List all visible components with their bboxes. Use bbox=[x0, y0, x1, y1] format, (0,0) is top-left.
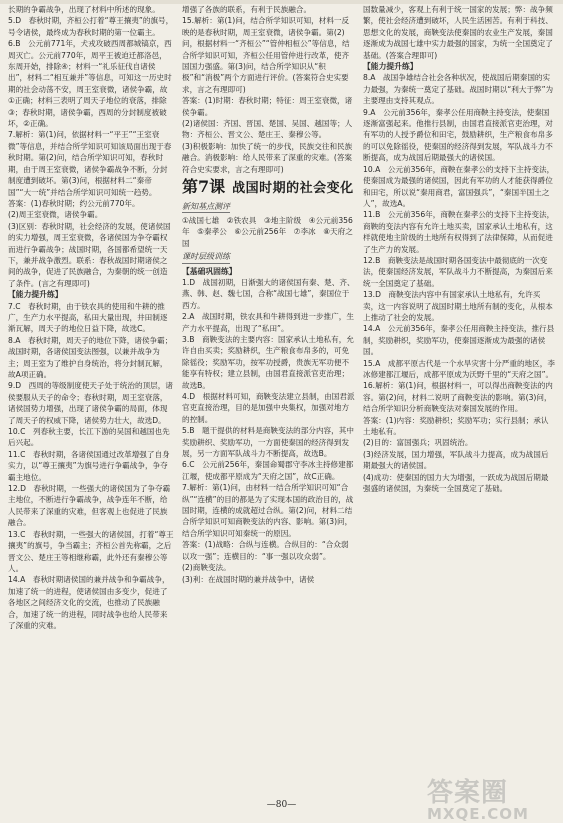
text-paragraph: 15.A 成都平原古代是一个水旱灾害十分严重的地区，李冰修建都江堰后，成都平原成为沃野千里的“天府之国”。 bbox=[363, 358, 555, 379]
section-heading: 【基础巩固练】 bbox=[182, 266, 237, 276]
sub-heading: 新知基点测评 bbox=[182, 201, 230, 213]
section-heading: 【能力提升练】 bbox=[363, 62, 418, 72]
text-paragraph: 答案：(1)春秋时期；约公元前770年。 bbox=[8, 198, 140, 208]
text-paragraph: 13.D 商鞅变法内容中有国家承认土地私有，允许买卖，这一内容说明了战国时期土地所有制的变化，从根本上推动了社会的发展。 bbox=[363, 290, 553, 322]
text-paragraph: 12.B 商鞅变法是战国时期各国变法中最彻底的一次变法，使秦国经济发展，军队战斗力不断提高，为秦国后来统一全国奠定了基础。 bbox=[363, 255, 553, 288]
sub-heading: 课时层级训练 bbox=[182, 251, 230, 263]
text-paragraph: 6.C 公元前256年，秦国命蜀郡守李冰主持修建都江堰，使成都平原成为“天府之国”，故C正确。 bbox=[182, 460, 354, 481]
text-paragraph: 15.解析：第(1)问，结合所学知识可知，材料一反映的是春秋时期，周王室衰微，诸侯争霸。第(2)问，根据材料一“齐桓公”“管仲相桓公”等信息，结合所学知识可知，齐桓公任用管仲进行改革，使齐国国力强盛。第(3)问，结合所学知识从“积极”和“消极”两个方面进行评价。(答案符合史实要求，言之有理即可) bbox=[182, 16, 350, 94]
text-paragraph: 7.解析：第(1)问，依据材料一“平王”“王室衰微”等信息，并结合所学知识可知该局面出现于春秋时期。第(2)问，结合所学知识可知，春秋时期，由于周王室衰微，诸侯争霸战争不断，分封制度遭到破坏。第(3)问，根据材料二“秦帝国”“大一统”并结合所学知识可知统一趋势。 bbox=[8, 130, 172, 197]
text-paragraph: 9.A 公元前356年，秦孝公任用商鞅主持变法，使秦国逐渐富强起来。他推行县制，由国君直接派官吏治理，对有军功的人授予爵位和田宅，鼓励耕织，生产粮食布帛多的可以免除徭役，使秦国的经济得到发展，军队战斗力不断提高，成为战国后期最强大的诸侯国。 bbox=[363, 107, 553, 163]
text-paragraph: (3)经济发展，国力增强，军队战斗力提高，成为战国后期最强大的诸侯国。 bbox=[363, 449, 549, 471]
text-paragraph: (3)利：在战国时期的兼并战争中，诸侯 bbox=[182, 574, 315, 584]
text-paragraph: 增强了各族的联系，有利于民族融合。 bbox=[182, 5, 312, 14]
lesson-name: 战国时期的社会变化 bbox=[232, 181, 354, 197]
text-paragraph: 5.B 题干提供的材料是商鞅变法的部分内容，其中奖励耕织、奖励军功，一方面使秦国的经济得到发展，另一方面军队战斗力不断提高，故选B。 bbox=[182, 426, 354, 459]
text-paragraph: 12.D 春秋时期，一些强大的诸侯国为了争夺霸主地位，不断进行争霸战争，战争连年不断，给人民带来了深重的灾难，但客观上也促进了民族融合。 bbox=[8, 484, 171, 528]
text-paragraph: (4)成功：使秦国的国力大为增强，一跃成为战国后期最强盛的诸侯国，为秦统一全国奠定了基础。 bbox=[363, 472, 549, 494]
watermark-logo-text: 答案圈 bbox=[427, 778, 509, 808]
column-middle bbox=[182, 4, 356, 787]
text-paragraph: 答案：(1)战略：合纵与连横。合纵目的：“合众弱以攻一强”；连横目的：“事一强以攻众弱”。 bbox=[182, 540, 349, 561]
column-left bbox=[8, 4, 174, 787]
text-paragraph: (2)目的：富国强兵；巩固统治。 bbox=[363, 438, 473, 448]
text-paragraph: (3)区别：春秋时期，社会经济的发展，使诸侯国的实力增强，周王室衰微，各诸侯国为争夺霸权而进行争霸战争；战国时期，各国都希望统一天下，兼并战争激烈。联系：春秋战国时期诸侯之间的战争，促进了民族融合，为秦朝的统一创造了条件。(言之有理即可) bbox=[8, 221, 171, 288]
text-paragraph: 14.A 春秋时期诸侯国的兼并战争和争霸战争，加速了统一的进程，使诸侯国由多变少，促进了各地区之间经济文化的交流，也推动了民族融合，加速了统一的进程，同时战争也给人民带来了深重的灾难。 bbox=[8, 575, 170, 630]
text-paragraph: 8.A 春秋时期，周天子的地位下降，诸侯争霸；战国时期，各诸侯国变法图强，以兼并战争为主；周王室为了维护自身统治，将分封制瓦解，故A项正确。 bbox=[8, 335, 173, 379]
text-paragraph: 14.A 公元前356年，秦孝公任用商鞅主持变法，推行县制，奖励耕织，奖励军功，使秦国逐渐成为最强的诸侯国。 bbox=[363, 324, 555, 357]
text-paragraph: 7.C 春秋时期，由于铁农具的使用和牛耕的推广，生产力水平提高，私田大量出现，井田制逐渐瓦解，周天子的地位日益下降，故选C。 bbox=[8, 301, 168, 334]
text-paragraph: 11.B 公元前356年，商鞅在秦孝公的支持下主持变法，商鞅的变法内容有允许土地买卖，国家承认土地私有，这样就使地主阶级的土地所有权得到了法律保障，从而促进了生产力的发展。 bbox=[363, 210, 555, 254]
text-paragraph: 答案：(1)时期：春秋时期；特征：周王室衰微，诸侯争霸。 bbox=[182, 96, 353, 117]
lesson-title bbox=[182, 177, 356, 197]
text-paragraph: 答案：(1)内容：奖励耕织；奖励军功；实行县制；承认土地私有。 bbox=[363, 415, 549, 437]
text-paragraph: (2)诸侯国：齐国、晋国、楚国、吴国、越国等；人物：齐桓公、晋文公、楚庄王、秦穆公等。 bbox=[182, 119, 353, 140]
text-paragraph: 5.D 春秋时期，齐桓公打着“尊王攘夷”的旗号，号令诸侯，最终成为春秋时期的第一位霸主。 bbox=[8, 16, 174, 37]
column-right bbox=[363, 4, 555, 787]
text-paragraph: (3)积极影响：加快了统一的步伐，民族交往和民族融合。消极影响：给人民带来了深重的灾难。(答案符合史实要求，言之有理即可) bbox=[182, 141, 353, 174]
key-points: ①战国七雄 ②铁农具 ③地主阶级 ④公元前356年 ⑤秦孝公 ⑥公元前256年 ⑦李冰 ⑧天府之国 bbox=[182, 215, 353, 248]
watermark-url: MXQE.COM bbox=[427, 805, 529, 823]
text-paragraph: (2)周王室衰微，诸侯争霸。 bbox=[8, 210, 103, 220]
text-paragraph: 长期的争霸战争，出现了材料中所述的现象。 bbox=[8, 5, 160, 14]
text-paragraph: 9.D 西周的等级制度使天子处于统治的顶层，诸侯要服从天子的命令；春秋时期，周王室衰落，诸侯国势力增强，出现了诸侯争霸的局面，体现了周天子的权威下降，诸侯势力壮大，故选D。 bbox=[8, 381, 173, 425]
text-paragraph: 1.D 战国初期，日渐强大的诸侯国有秦、楚、齐、燕、韩、赵、魏七国，合称“战国七雄”，秦国位于西方。 bbox=[182, 277, 355, 310]
text-paragraph: 国数量减少，客观上有利于统一国家的发展；弊：战争频繁，使社会经济遭到破坏，人民生活困苦。有利于科技、思想文化的发展，商鞅变法使秦国的农业生产发展，秦国逐渐成为战国七雄中实力最强的国家，为统一全国奠定了基础。(答案合理即可) bbox=[363, 5, 553, 60]
text-paragraph: 10.A 公元前356年，商鞅在秦孝公的支持下主持变法，使秦国成为最强的诸侯国，因此有军功的人才能获得爵位和田宅，所以说“秦用商君，富国强兵”，“秦国半国土之人”，故选A。 bbox=[363, 164, 555, 208]
text-paragraph: 2.A 战国时期，铁农具和牛耕得到进一步推广，生产力水平提高，出现了“私田”。 bbox=[182, 312, 354, 333]
page-number: —80— bbox=[266, 800, 297, 810]
text-paragraph: 7.解析：第(1)问，由材料一结合所学知识可知“合纵”“连横”的目的都是为了实现本国的政治目的，战国时期，连横的成就超过合纵。第(2)问，材料二结合所学知识可知商鞅变法的内容、影响。第(3)问，结合所学知识可知秦统一的原因。 bbox=[182, 483, 354, 538]
text-paragraph: 8.A 战国争雄结合社会各种状况，使战国后期秦国的实力最强，为秦统一奠定了基础。战国时期以“利大于弊”为主要理由支持其观点。 bbox=[363, 73, 554, 106]
section-heading: 【能力提升练】 bbox=[8, 290, 63, 300]
text-paragraph: 10.C 列春秋主要，长江下游的吴国和越国也先后兴起。 bbox=[8, 427, 170, 448]
text-paragraph: 13.C 春秋时期，一些强大的诸侯国，打着“尊王攘夷”的旗号，争当霸主；齐桓公首先称霸，之后晋文公、楚庄王等相继称霸，此外还有秦穆公等人。 bbox=[8, 529, 174, 573]
text-paragraph: 6.B 公元前771年，犬戎攻破西周都城镐京，西周灭亡。公元前770年，周平王被迫迁都洛邑，东周开始，排除④；材料一“礼乐征伐自诸侯出”，材料二“相互兼并”等信息，可知这一历史时期的社会动荡不安，周王室衰微，诸侯争霸，故①正确；材料三表明了周天子地位的衰落，排除③；春秋时期，诸侯争霸，西周的分封制度被破坏，②正确。 bbox=[8, 39, 172, 129]
text-paragraph: (2)商鞅变法。 bbox=[182, 563, 231, 573]
watermark-logo bbox=[427, 772, 557, 823]
text-paragraph: 16.解析：第(1)问，根据材料一，可以得出商鞅变法的内容。第(2)问，材料二说明了商鞅变法的影响。第(3)问，结合所学知识分析商鞅变法对秦国发展的作用。 bbox=[363, 381, 553, 414]
text-paragraph: 3.B 商鞅变法的主要内容：国家承认土地私有，允许自由买卖；奖励耕织，生产粮食布帛多的，可免除徭役；奖励军功，按军功授爵，贵族无军功便不能享有特权；建立县制，由国君直接派官吏治理；故选B。 bbox=[182, 334, 354, 390]
lesson-number: 第7课 bbox=[182, 177, 226, 197]
text-paragraph: 4.D 根据材料可知，商鞅变法建立县制，由国君派官吏直接治理，目的是加强中央集权，加强对地方的控制。 bbox=[182, 392, 355, 424]
text-paragraph: 11.C 春秋时期，各诸侯国通过改革增强了自身实力，以“尊王攘夷”为旗号进行争霸战争，争夺霸主地位。 bbox=[8, 449, 170, 482]
